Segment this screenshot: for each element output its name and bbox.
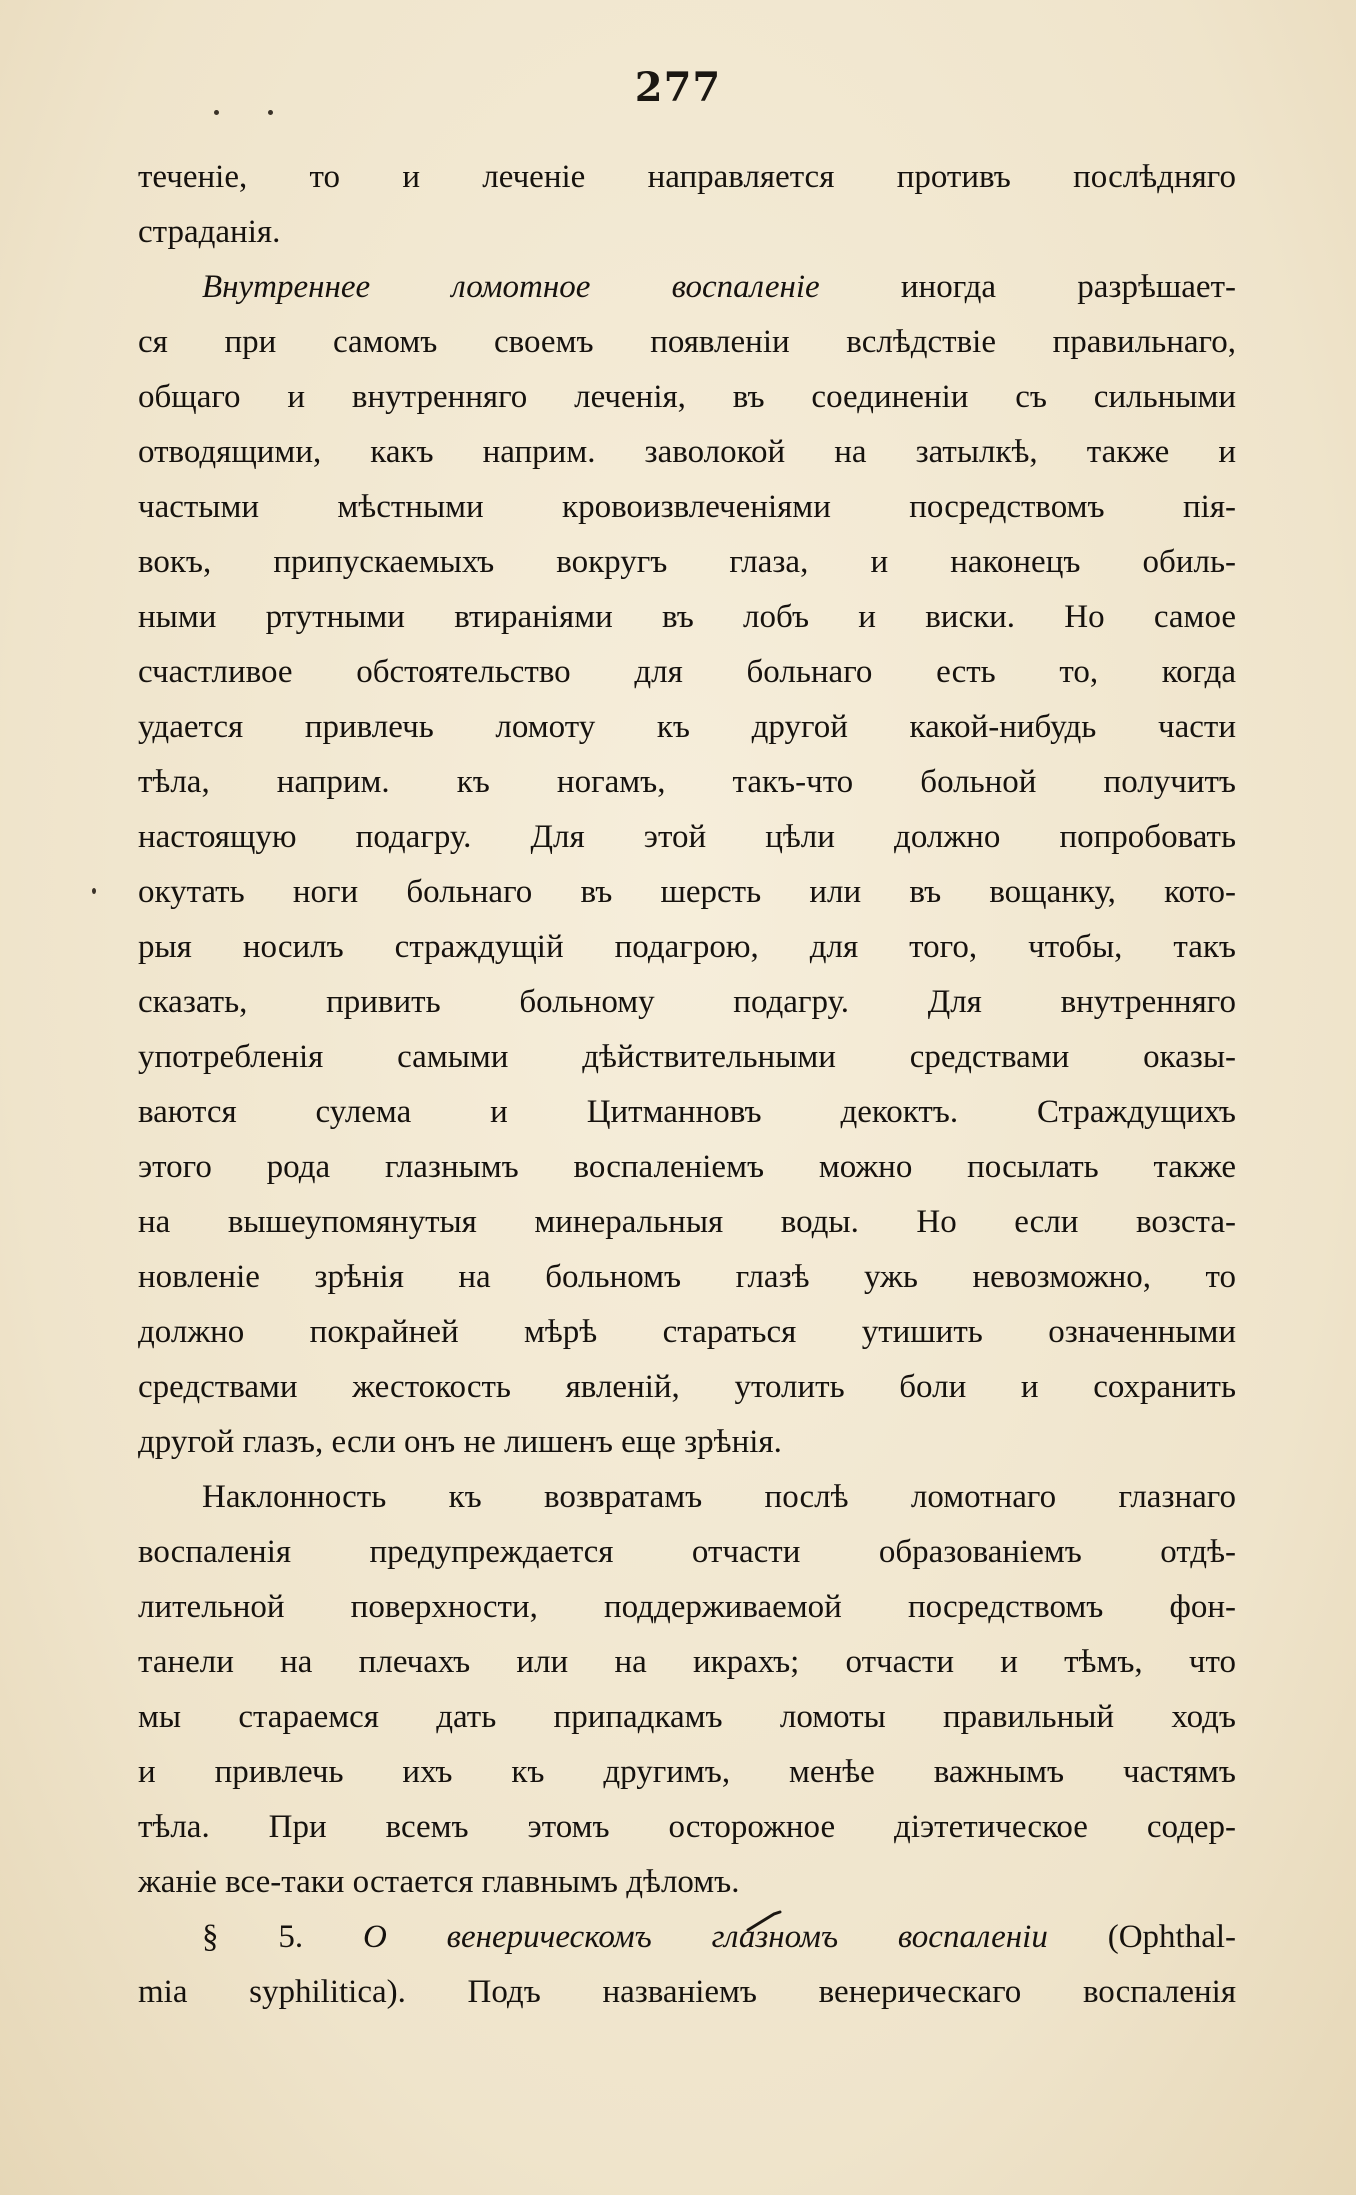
text-line: частыми мѣстными кровоизвлеченіями посредствомъ пія-: [138, 489, 1236, 525]
text-line: этого рода глазнымъ воспаленіемъ можно посылать также: [138, 1149, 1236, 1185]
text-line: лительной поверхности, поддерживаемой посредствомъ фон-: [138, 1589, 1236, 1625]
page-number: 277: [634, 64, 722, 111]
text-line: на вышеупомянутыя минеральныя воды. Но если возста-: [138, 1204, 1236, 1240]
text-line: сказать, привить больному подагру. Для внутренняго: [138, 984, 1236, 1020]
section-heading-line: § 5. О венерическомъ глазномъ воспаленіи (Ophthal-: [202, 1919, 1236, 1955]
text-line: отводящими, какъ наприм. заволокой на затылкѣ, также и: [138, 434, 1236, 470]
text-line: мы стараемся дать припадкамъ ломоты правильный ходъ: [138, 1699, 1236, 1735]
print-speck: [268, 110, 273, 115]
print-speck: [92, 888, 96, 894]
print-speck: [214, 110, 219, 115]
text-line: счастливое обстоятельство для больнаго есть то, когда: [138, 654, 1236, 690]
paragraph-start: Наклонность къ возвратамъ послѣ ломотнаго глазнаго: [202, 1479, 1236, 1515]
paragraph-start: Внутреннее ломотное воспаленіе иногда разрѣшает-: [202, 269, 1236, 305]
text-line: mia syphilitica). Подъ названіемъ венерическаго воспаленія: [138, 1974, 1236, 2010]
signature-mark-icon: [744, 1900, 784, 1940]
section-number: § 5.: [202, 1919, 363, 1955]
text-line: теченіе, то и леченіе направляется противъ послѣдняго: [138, 159, 1236, 195]
text-line: настоящую подагру. Для этой цѣли должно попробовать: [138, 819, 1236, 855]
text-line: средствами жестокость явленій, утолить боли и сохранить: [138, 1369, 1236, 1405]
text-line: вокъ, припускаемыхъ вокругъ глаза, и наконецъ обиль-: [138, 544, 1236, 580]
italic-term: Внутреннее ломотное воспаленіе: [202, 269, 820, 305]
text-line: должно покрайней мѣрѣ стараться утишить означенными: [138, 1314, 1236, 1350]
text-line: тѣла, наприм. къ ногамъ, такъ-что больной получитъ: [138, 764, 1236, 800]
text-line: употребленія самыми дѣйствительными средствами оказы-: [138, 1039, 1236, 1075]
text-line: ся при самомъ своемъ появленіи вслѣдствіе правильнаго,: [138, 324, 1236, 360]
text-line: новленіе зрѣнія на больномъ глазѣ ужь невозможно, то: [138, 1259, 1236, 1295]
text-line: танели на плечахъ или на икрахъ; отчасти и тѣмъ, что: [138, 1644, 1236, 1680]
text-line: воспаленія предупреждается отчасти образованіемъ отдѣ-: [138, 1534, 1236, 1570]
text-line: тѣла. При всемъ этомъ осторожное діэтетическое содер-: [138, 1809, 1236, 1845]
text-line: жаніе все-таки остается главнымъ дѣломъ.: [138, 1864, 740, 1900]
text-line: общаго и внутренняго леченія, въ соединеніи съ сильными: [138, 379, 1236, 415]
text-line: ными ртутными втираніями въ лобъ и виски. Но самое: [138, 599, 1236, 635]
text-line: окутать ноги больнаго въ шерсть или въ вощанку, кото-: [138, 874, 1236, 910]
text-line: страданія.: [138, 214, 281, 250]
text-line: другой глазъ, если онъ не лишенъ еще зрѣнія.: [138, 1424, 782, 1460]
text-line: ваются сулема и Цитманновъ декоктъ. Страждущихъ: [138, 1094, 1236, 1130]
text-line: удается привлечь ломоту къ другой какой-нибудь части: [138, 709, 1236, 745]
body-text: [138, 150, 1236, 2020]
text-line: и привлечь ихъ къ другимъ, менѣе важнымъ частямъ: [138, 1754, 1236, 1790]
text-line: рыя носилъ страждущій подагрою, для того, чтобы, такъ: [138, 929, 1236, 965]
section-title: О венерическомъ глазномъ воспаленіи: [362, 1919, 1048, 1955]
